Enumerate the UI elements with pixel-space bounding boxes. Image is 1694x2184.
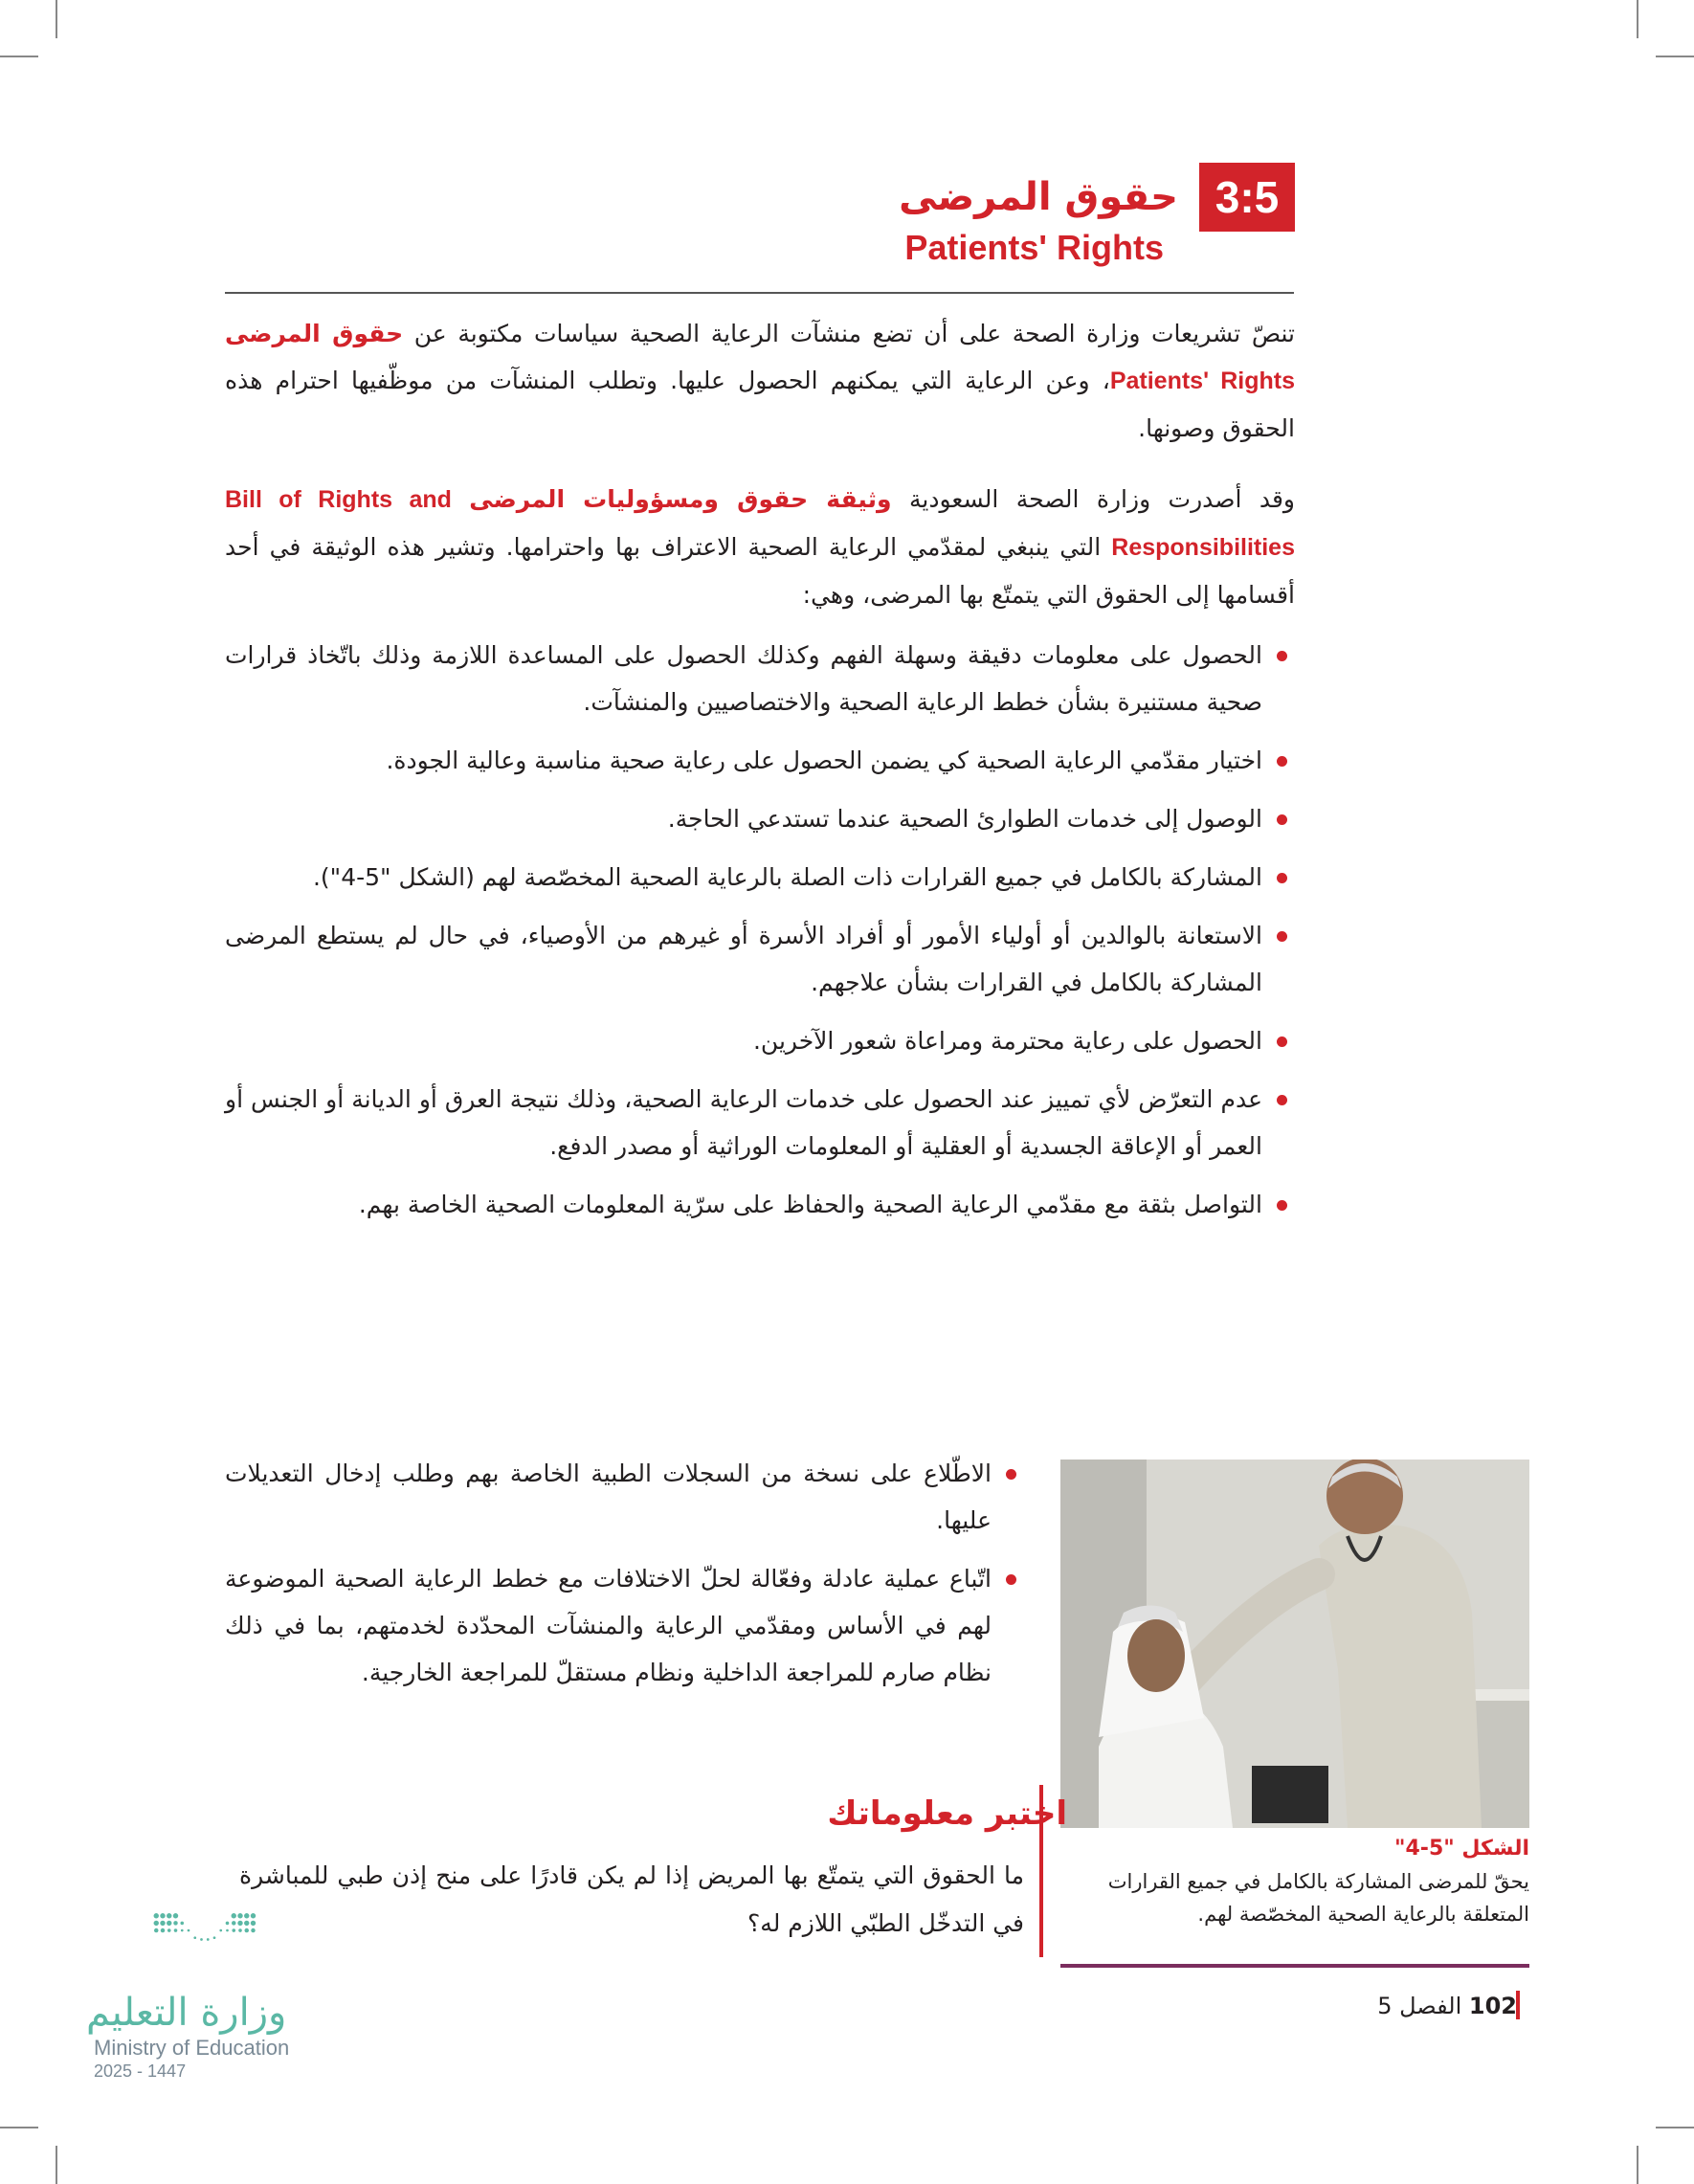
crop-mark [1656, 2127, 1694, 2128]
list-item: الوصول إلى خدمات الطوارئ الصحية عندما تستدعي الحاجة. [225, 795, 1295, 842]
crop-mark [1637, 2146, 1638, 2184]
chapter-label: الفصل 5 [1377, 1993, 1462, 2019]
ministry-year: 2025 - 1447 [94, 2061, 187, 2081]
intro-paragraph [225, 310, 1295, 452]
key-term-english: Patients' Rights [1109, 368, 1295, 394]
key-term-arabic: حقوق المرضى [225, 320, 404, 347]
section-number-badge: 3:5 [1199, 163, 1295, 232]
caption-divider [1060, 1964, 1529, 1968]
list-item: الاطّلاع على نسخة من السجلات الطبية الخاصة بهم وطلب إدخال التعديلات عليها. [225, 1450, 1024, 1544]
list-item: عدم التعرّض لأي تمييز عند الحصول على خدمات الرعاية الصحية، وذلك نتيجة العرق أو الديانة أو الجنس أو العمر أو الإعاقة الجسدية أو العقلية أو المعلومات الوراثية أو مصدر الدفع. [225, 1076, 1295, 1170]
paragraph-text: التي ينبغي لمقدّمي الرعاية الصحية الاعتراف بها واحترامها. وتشير هذه الوثيقة في أحد أقسامها إلى الحقوق التي يتمتّع بها المرضى، وهي: [225, 533, 1295, 609]
rights-list-continued [225, 1450, 1024, 1707]
list-item: اختيار مقدّمي الرعاية الصحية كي يضمن الحصول على رعاية صحية مناسبة وعالية الجودة. [225, 737, 1295, 784]
crop-mark [0, 2127, 38, 2128]
figure-caption-text: يحقّ للمرضى المشاركة بالكامل في جميع القرارات المتعلقة بالرعاية الصحية المخصّصة لهم. [1107, 1870, 1529, 1926]
figure-label: الشكل "5-4" [1394, 1837, 1529, 1861]
figure-caption [1060, 1833, 1529, 1930]
ministry-name-arabic: وزارة التعليم [86, 1991, 287, 2035]
doctor-patient-illustration [1060, 1460, 1529, 1828]
list-item: الحصول على رعاية محترمة ومراعاة شعور الآخرين. [225, 1017, 1295, 1064]
page-footer [1377, 1993, 1517, 2019]
crop-mark [0, 56, 38, 57]
crop-mark [1656, 56, 1694, 57]
rights-list [225, 632, 1295, 1239]
list-item: التواصل بثقة مع مقدّمي الرعاية الصحية والحفاظ على سرّية المعلومات الصحية الخاصة بهم. [225, 1181, 1295, 1228]
figure-photo [1060, 1460, 1529, 1828]
list-item: المشاركة بالكامل في جميع القرارات ذات الصلة بالرعاية الصحية المخصّصة لهم (الشكل "5-4"). [225, 854, 1295, 901]
paragraph-text: وقد أصدرت وزارة الصحة السعودية [891, 485, 1295, 513]
crop-mark [56, 2146, 57, 2184]
crop-mark [56, 0, 57, 38]
ministry-logo-icon [86, 1909, 325, 1995]
paragraph-text: تنصّ تشريعات وزارة الصحة على أن تضع منشآت الرعاية الصحية سياسات مكتوبة عن [403, 320, 1295, 347]
key-term-english: Bill of Rights and Responsibilities [225, 486, 1295, 561]
paragraph-text: ، وعن الرعاية التي يمكنهم الحصول عليها. وتطلب المنشآت من موظّفيها احترام هذه الحقوق وصونها. [225, 367, 1295, 442]
section-title-arabic: حقوق المرضى [899, 175, 1178, 219]
crop-mark [1637, 0, 1638, 38]
section-heading [606, 163, 1295, 278]
key-term-arabic: وثيقة حقوق ومسؤوليات المرضى [469, 485, 892, 513]
test-question: ما الحقوق التي يتمتّع بها المريض إذا لم يكن قادرًا على منح إذن طبي للمباشرة في التدخّل الطبّي اللازم له؟ [239, 1861, 1024, 1937]
list-item: الاستعانة بالوالدين أو أولياء الأمور أو أفراد الأسرة أو غيرهم من الأوصياء، في حال لم يستطع المرضى المشاركة بالكامل في القرارات بشأن علاجهم. [225, 912, 1295, 1006]
test-heading: اختبر معلوماتك [827, 1794, 1067, 1833]
bill-of-rights-paragraph [225, 476, 1295, 618]
title-divider [225, 292, 1294, 294]
page-number: 102 [1468, 1993, 1517, 2019]
list-item: اتّباع عملية عادلة وفعّالة لحلّ الاختلافات مع خطط الرعاية الصحية الموضوعة لهم في الأساس ومقدّمي الرعاية والمنشآت المحدّدة لخدمتهم، بما في ذلك نظام صارم للمراجعة الداخلية ونظام مستقلّ للمراجعة الخارجية. [225, 1555, 1024, 1696]
section-title-english: Patients' Rights [904, 228, 1164, 267]
list-item: الحصول على معلومات دقيقة وسهلة الفهم وكذلك الحصول على المساعدة اللازمة وذلك باتّخاذ قرارات صحية مستنيرة بشأن خطط الرعاية الصحية والاختصاصيين والمنشآت. [225, 632, 1295, 725]
ministry-name-english: Ministry of Education [94, 2036, 290, 2060]
